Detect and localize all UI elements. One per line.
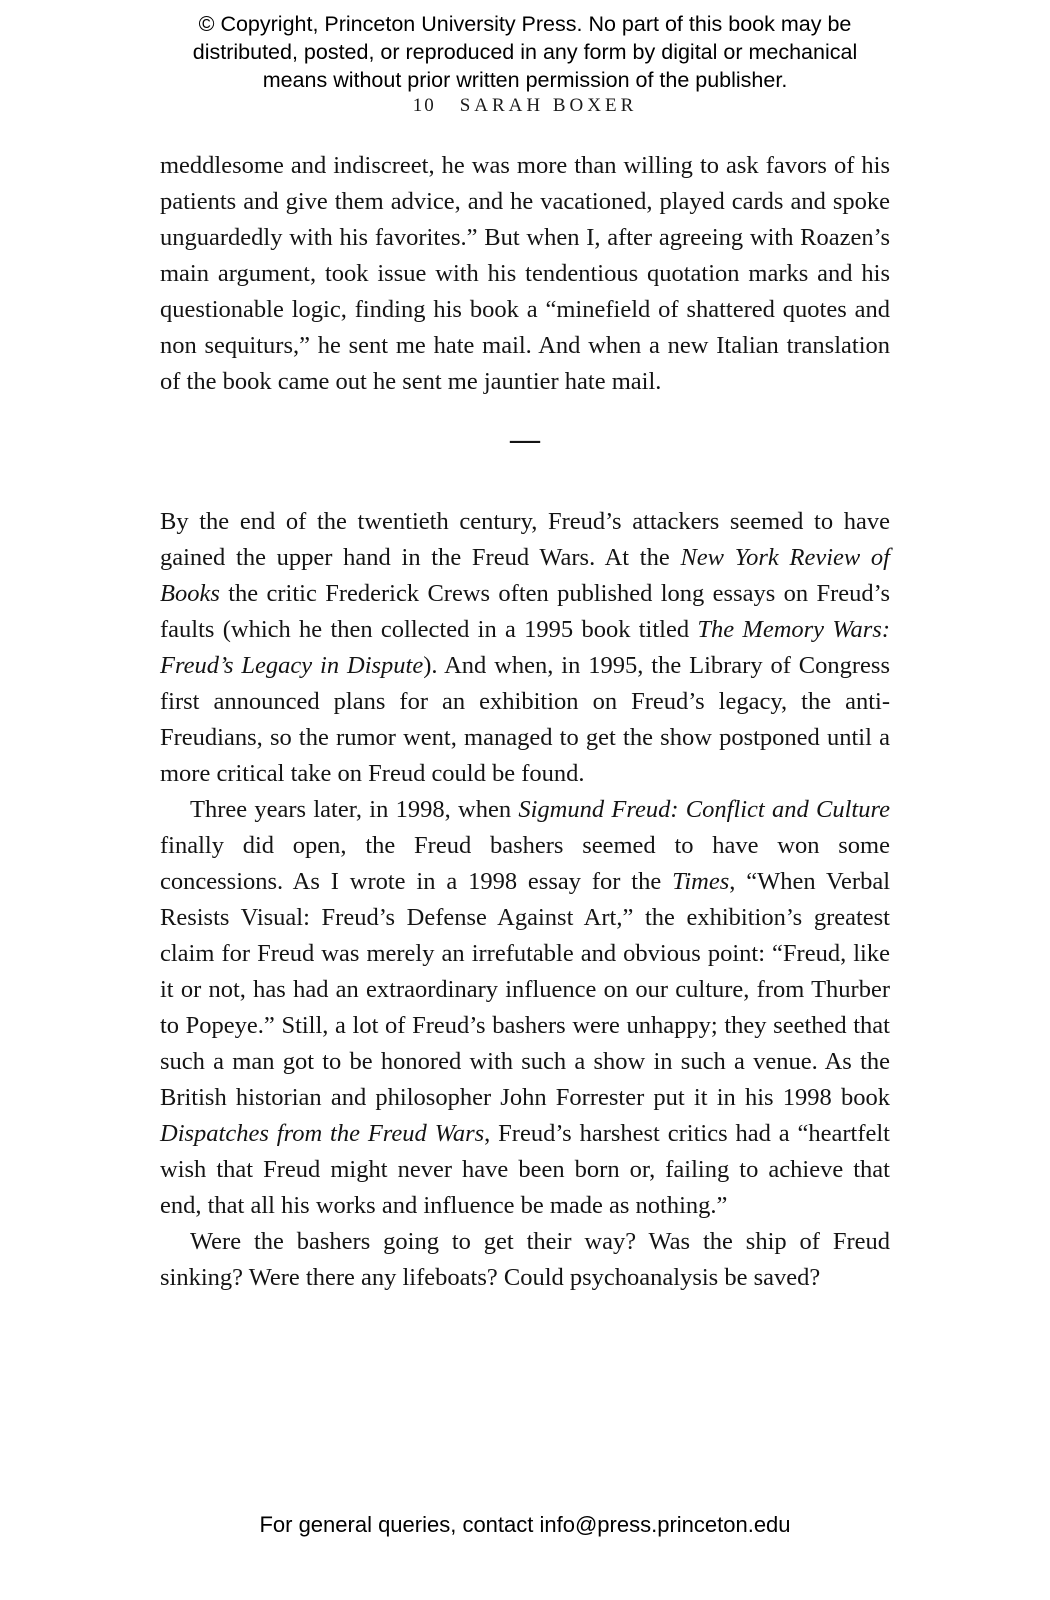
- running-head: [0, 95, 1050, 117]
- text-segment: Three years later, in 1998, when: [190, 796, 519, 823]
- footer-queries-note: For general queries, contact info@press.princeton.edu: [259, 1512, 791, 1537]
- italic-text-segment: Dispatches from the Freud Wars: [160, 1120, 485, 1147]
- section-divider-dash: —: [510, 423, 540, 456]
- paragraph: [160, 1224, 890, 1296]
- italic-text-segment: The Memory Wars: Freud’s Legacy in Dispute: [160, 616, 890, 679]
- copyright-notice: © Copyright, Princeton University Press. No part of this book may be distributed, posted, or reproduced in any form by digital or mechanical means without prior written permission of the publisher.: [192, 12, 858, 92]
- page-number: 10: [412, 95, 436, 116]
- italic-text-segment: New York Review of Books: [160, 544, 890, 607]
- body-text: [160, 148, 890, 1296]
- text-segment: the critic Frederick Crews often published long essays on Freud’s faults (which he then collected in a 1995 book titled: [160, 580, 890, 643]
- paragraph: [160, 148, 890, 400]
- text-segment: , “When Verbal Resists Visual: Freud’s Defense Against Art,” the exhibition’s greatest claim for Freud was merely an irrefutable and obvious point: “Freud, like it or not, has had an extraordinary influence on our culture, from Thurber to Popeye.” Still, a lot of Freud’s bashers were unhappy; they seethed that such a man got to be honored with such a show in such a venue. As the British historian and philosopher John Forrester put it in his 1998 book: [160, 868, 890, 1111]
- paragraph: [160, 504, 890, 792]
- section-divider: [160, 400, 890, 504]
- running-head-author: SARAH BOXER: [459, 95, 638, 116]
- italic-text-segment: Sigmund Freud: Conflict and Culture: [518, 796, 890, 823]
- text-segment: Were the bashers going to get their way? Was the ship of Freud sinking? Were there any lifeboats? Could psychoanalysis be saved?: [160, 1228, 890, 1291]
- text-segment: meddlesome and indiscreet, he was more than willing to ask favors of his patients and give them advice, and he vacationed, played cards and spoke unguardedly with his favorites.” But when I, after agreeing with Roazen’s main argument, took issue with his tendentious quotation marks and his questionable logic, finding his book a “minefield of shattered quotes and non sequiturs,” he sent me hate mail. And when a new Italian translation of the book came out he sent me jauntier hate mail.: [160, 152, 890, 395]
- text-segment: ). And when, in 1995, the Library of Congress first announced plans for an exhibition on Freud’s legacy, the anti-Freudians, so the rumor went, managed to get the show postponed until a more critical take on Freud could be found.: [160, 652, 890, 787]
- text-segment: By the end of the twentieth century, Freud’s attackers seemed to have gained the upper hand in the Freud Wars. At the: [160, 508, 890, 571]
- italic-text-segment: Times: [672, 868, 730, 895]
- paragraph: [160, 792, 890, 1224]
- text-segment: , Freud’s harshest critics had a “heartfelt wish that Freud might never have been born or, failing to achieve that end, that all his works and influence be made as nothing.”: [160, 1120, 890, 1219]
- text-segment: finally did open, the Freud bashers seemed to have won some concessions. As I wrote in a 1998 essay for the: [160, 832, 890, 895]
